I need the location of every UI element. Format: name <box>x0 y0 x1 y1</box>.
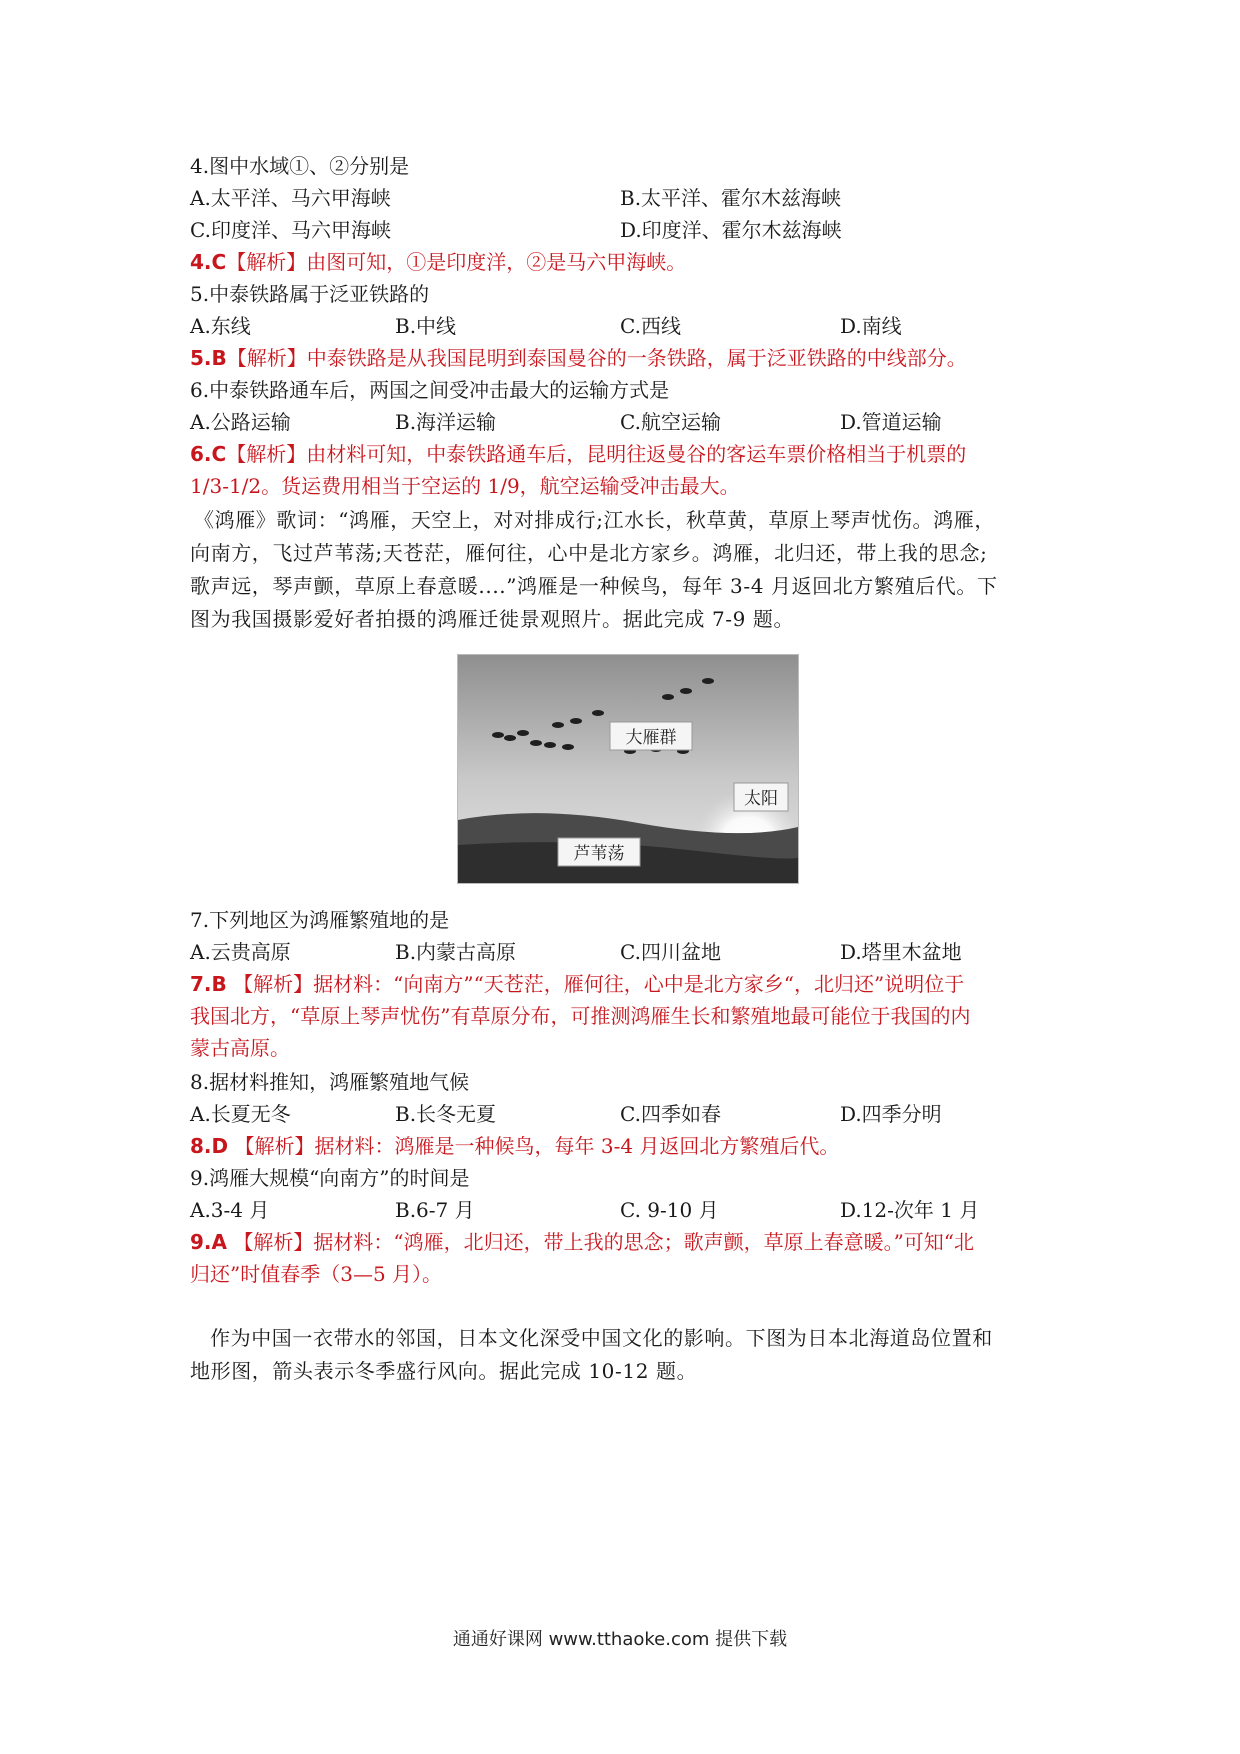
q8-stem: 8.据材料推知，鸿雁繁殖地气候 <box>190 1070 470 1094</box>
passage1-line3: 歌声远，琴声颤，草原上春意暖....”鸿雁是一种候鸟，每年 3-4 月返回北方繁殖后代。下 <box>190 574 998 598</box>
q9-answer-line2: 归还”时值春季（3—5 月）。 <box>190 1262 443 1286</box>
q7-answer-line1 <box>190 968 964 1000</box>
q4-options-row2 <box>190 214 1070 246</box>
q5-option-c: C.西线 <box>620 314 681 338</box>
q9-option-a: A.3-4 月 <box>190 1198 270 1222</box>
q4-answer-key: 4.C <box>190 250 227 274</box>
q6-option-c: C.航空运输 <box>620 410 721 434</box>
q7-answer-line2: 我国北方，“草原上琴声忧伤”有草原分布，可推测鸿雁生长和繁殖地最可能位于我国的内 <box>190 1004 971 1028</box>
passage2-line2: 地形图，箭头表示冬季盛行风向。据此完成 10-12 题。 <box>190 1359 698 1383</box>
q6-option-a: A.公路运输 <box>190 410 291 434</box>
q7-stem: 7.下列地区为鸿雁繁殖地的是 <box>190 908 450 932</box>
q7-answer-line3: 蒙古高原。 <box>190 1036 290 1060</box>
q7-option-d: D.塔里木盆地 <box>840 940 962 964</box>
q6-options <box>190 406 1070 438</box>
q9-answer-key: 9.A <box>190 1230 227 1254</box>
q7-option-c: C.四川盆地 <box>620 940 721 964</box>
q9-answer-line1 <box>190 1226 974 1258</box>
q4-answer <box>190 246 686 278</box>
q4-option-c: C.印度洋、马六甲海峡 <box>190 218 391 242</box>
q4-options-row1 <box>190 182 1070 214</box>
q7-option-a: A.云贵高原 <box>190 940 291 964</box>
q6-stem: 6.中泰铁路通车后，两国之间受冲击最大的运输方式是 <box>190 378 670 402</box>
q6-option-b: B.海洋运输 <box>395 410 497 434</box>
q5-option-d: D.南线 <box>840 314 902 338</box>
q5-option-b: B.中线 <box>395 314 457 338</box>
q6-answer-line2: 1/3-1/2。货运费用相当于空运的 1/9，航空运输受冲击最大。 <box>190 474 740 498</box>
label-sun: 太阳 <box>744 789 778 809</box>
label-geese: 大雁群 <box>625 728 677 748</box>
q5-stem: 5.中泰铁路属于泛亚铁路的 <box>190 282 430 306</box>
q5-answer-key: 5.B <box>190 346 227 370</box>
q7-options <box>190 936 1070 968</box>
q8-option-a: A.长夏无冬 <box>190 1102 291 1126</box>
geese-migration-photo <box>457 654 799 884</box>
q9-answer-text-1: 【解析】据材料：“鸿雁，北归还，带上我的思念；歌声颤，草原上春意暖。”可知“北 <box>227 1230 975 1254</box>
passage1-line4: 图为我国摄影爱好者拍摄的鸿雁迁徙景观照片。据此完成 7-9 题。 <box>190 607 795 631</box>
q9-options <box>190 1194 1070 1226</box>
q5-option-a: A.东线 <box>190 314 251 338</box>
passage-japan <box>190 1322 1060 1388</box>
q4-option-d: D.印度洋、霍尔木兹海峡 <box>620 218 842 242</box>
q4-answer-text: 【解析】由图可知，①是印度洋，②是马六甲海峡。 <box>226 250 687 274</box>
page-footer: 通通好课网 www.tthaoke.com 提供下载 <box>452 1629 788 1650</box>
passage1-line1: 《鸿雁》歌词：“鸿雁，天空上，对对排成行;江水长，秋草黄，草原上琴声忧伤。鸿雁， <box>194 508 995 532</box>
q9-stem: 9.鸿雁大规模“向南方”的时间是 <box>190 1166 470 1190</box>
q4-option-b: B.太平洋、霍尔木兹海峡 <box>620 186 842 210</box>
q7-option-b: B.内蒙古高原 <box>395 940 517 964</box>
q5-options <box>190 310 1070 342</box>
passage2-line1: 作为中国一衣带水的邻国，日本文化深受中国文化的影响。下图为日本北海道岛位置和 <box>210 1326 993 1350</box>
passage-hongyan <box>190 504 1060 636</box>
label-reeds: 芦苇荡 <box>573 844 625 864</box>
q9-option-c: C. 9-10 月 <box>620 1198 719 1222</box>
q5-answer-text: 【解析】中泰铁路是从我国昆明到泰国曼谷的一条铁路，属于泛亚铁路的中线部分。 <box>226 346 967 370</box>
q8-option-c: C.四季如春 <box>620 1102 721 1126</box>
q8-option-b: B.长冬无夏 <box>395 1102 497 1126</box>
q5-answer <box>190 342 967 374</box>
passage1-line2: 向南方，飞过芦苇荡;天苍茫，雁何往，心中是北方家乡。鸿雁，北归还，带上我的思念; <box>190 541 988 565</box>
q9-option-d: D.12-次年 1 月 <box>840 1198 980 1222</box>
q8-option-d: D.四季分明 <box>840 1102 942 1126</box>
q6-answer-text-1: 【解析】由材料可知，中泰铁路通车后，昆明往返曼谷的客运车票价格相当于机票的 <box>226 442 967 466</box>
q4-option-a: A.太平洋、马六甲海峡 <box>190 186 391 210</box>
q8-options <box>190 1098 1070 1130</box>
q4-stem: 4.图中水域①、②分别是 <box>190 154 410 178</box>
q7-answer-key: 7.B <box>190 972 227 996</box>
q8-answer-text: 【解析】据材料：鸿雁是一种候鸟，每年 3-4 月返回北方繁殖后代。 <box>228 1134 840 1158</box>
q7-answer-text-1: 【解析】据材料：“向南方”“天苍茫，雁何往，心中是北方家乡“，北归还”说明位于 <box>226 972 965 996</box>
q8-answer-key: 8.D <box>190 1134 229 1158</box>
q6-option-d: D.管道运输 <box>840 410 942 434</box>
q6-answer-line1 <box>190 438 966 470</box>
q8-answer <box>190 1130 839 1162</box>
q6-answer-key: 6.C <box>190 442 227 466</box>
q9-option-b: B.6-7 月 <box>395 1198 475 1222</box>
